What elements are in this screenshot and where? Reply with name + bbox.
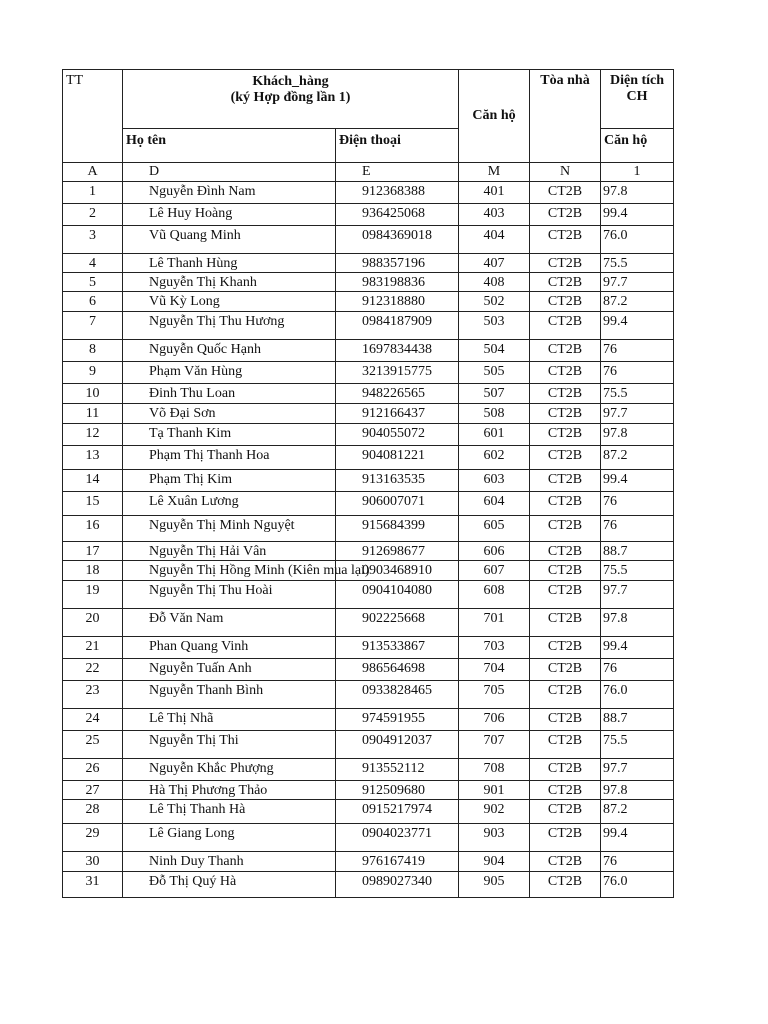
- customer-name: Nguyễn Quốc Hạnh: [123, 340, 336, 362]
- apartment-number: 604: [459, 492, 530, 516]
- table-row: [63, 273, 674, 292]
- customer-name: Lê Xuân Lương: [123, 492, 336, 516]
- table-row: [63, 446, 674, 470]
- table-row: [63, 226, 674, 254]
- customer-name: Nguyễn Thanh Bình: [123, 681, 336, 709]
- apartment-area: 76.0: [601, 681, 674, 709]
- table-row: [63, 824, 674, 852]
- customer-name: Võ Đại Sơn: [123, 404, 336, 424]
- header-khach-hang: [123, 70, 459, 129]
- building-name: CT2B: [530, 340, 601, 362]
- row-tt: 15: [63, 492, 123, 516]
- row-tt: 2: [63, 204, 123, 226]
- apartment-area: 75.5: [601, 561, 674, 581]
- header-khach-hang-subtitle: (ký Hợp đồng lần 1): [230, 90, 351, 105]
- customer-phone: 0984369018: [336, 226, 459, 254]
- building-name: CT2B: [530, 659, 601, 681]
- customer-phone: 974591955: [336, 709, 459, 731]
- table-row: [63, 424, 674, 446]
- building-name: CT2B: [530, 384, 601, 404]
- apartment-area: 75.5: [601, 384, 674, 404]
- customer-phone: 915684399: [336, 516, 459, 542]
- building-name: CT2B: [530, 824, 601, 852]
- customer-name: Đinh Thu Loan: [123, 384, 336, 404]
- apartment-number: 704: [459, 659, 530, 681]
- apartment-area: 88.7: [601, 709, 674, 731]
- row-tt: 9: [63, 362, 123, 384]
- apartment-number: 902: [459, 800, 530, 824]
- apartment-area: 97.8: [601, 609, 674, 637]
- apartment-number: 407: [459, 254, 530, 273]
- customer-phone: 0904023771: [336, 824, 459, 852]
- customer-phone: 913552112: [336, 759, 459, 781]
- table-row: [63, 561, 674, 581]
- apartment-area: 99.4: [601, 204, 674, 226]
- table-row: [63, 292, 674, 312]
- apartment-number: 508: [459, 404, 530, 424]
- customer-name: Đỗ Văn Nam: [123, 609, 336, 637]
- apartment-number: 707: [459, 731, 530, 759]
- customer-phone: 912698677: [336, 542, 459, 561]
- apartment-customer-table: [62, 69, 674, 898]
- customer-name: Nguyễn Thị Thu Hoài: [123, 581, 336, 609]
- apartment-number: 606: [459, 542, 530, 561]
- customer-phone: 913533867: [336, 637, 459, 659]
- building-name: CT2B: [530, 273, 601, 292]
- apartment-area: 99.4: [601, 470, 674, 492]
- row-tt: 17: [63, 542, 123, 561]
- building-name: CT2B: [530, 759, 601, 781]
- row-tt: 4: [63, 254, 123, 273]
- apartment-area: 97.8: [601, 424, 674, 446]
- row-tt: 14: [63, 470, 123, 492]
- row-tt: 23: [63, 681, 123, 709]
- building-name: CT2B: [530, 226, 601, 254]
- building-name: CT2B: [530, 516, 601, 542]
- apartment-area: 97.8: [601, 182, 674, 204]
- customer-name: Lê Huy Hoàng: [123, 204, 336, 226]
- customer-name: Vũ Quang Minh: [123, 226, 336, 254]
- customer-phone: 912368388: [336, 182, 459, 204]
- customer-name: Ninh Duy Thanh: [123, 852, 336, 872]
- customer-phone: 976167419: [336, 852, 459, 872]
- header-dien-tich: [601, 70, 674, 129]
- customer-name: Lê Thị Thanh Hà: [123, 800, 336, 824]
- table-row: [63, 659, 674, 681]
- customer-phone: 0984187909: [336, 312, 459, 340]
- apartment-area: 87.2: [601, 446, 674, 470]
- apartment-number: 403: [459, 204, 530, 226]
- letter-n: N: [530, 163, 601, 182]
- building-name: CT2B: [530, 800, 601, 824]
- table-row: [63, 182, 674, 204]
- customer-phone: 912166437: [336, 404, 459, 424]
- row-tt: 5: [63, 273, 123, 292]
- apartment-area: 76.0: [601, 872, 674, 898]
- apartment-number: 705: [459, 681, 530, 709]
- customer-name: Nguyễn Thị Hải Vân: [123, 542, 336, 561]
- building-name: CT2B: [530, 182, 601, 204]
- row-tt: 6: [63, 292, 123, 312]
- customer-name: Đỗ Thị Quý Hà: [123, 872, 336, 898]
- customer-phone: 986564698: [336, 659, 459, 681]
- table-row: [63, 204, 674, 226]
- apartment-number: 904: [459, 852, 530, 872]
- building-name: CT2B: [530, 731, 601, 759]
- apartment-number: 708: [459, 759, 530, 781]
- apartment-number: 505: [459, 362, 530, 384]
- customer-phone: 912509680: [336, 781, 459, 800]
- building-name: CT2B: [530, 312, 601, 340]
- row-tt: 31: [63, 872, 123, 898]
- row-tt: 1: [63, 182, 123, 204]
- apartment-area: 99.4: [601, 637, 674, 659]
- header-tt: TT: [63, 70, 123, 163]
- header-khach-hang-title: Khách_hàng: [252, 74, 329, 89]
- row-tt: 24: [63, 709, 123, 731]
- table-row: [63, 872, 674, 898]
- customer-phone: 1697834438: [336, 340, 459, 362]
- table-row: [63, 609, 674, 637]
- row-tt: 10: [63, 384, 123, 404]
- customer-name: Nguyễn Thị Khanh: [123, 273, 336, 292]
- header-toa-nha: Tòa nhà: [530, 70, 601, 163]
- table-row: [63, 800, 674, 824]
- building-name: CT2B: [530, 204, 601, 226]
- row-tt: 8: [63, 340, 123, 362]
- row-tt: 27: [63, 781, 123, 800]
- table-row: [63, 254, 674, 273]
- apartment-number: 706: [459, 709, 530, 731]
- apartment-area: 99.4: [601, 824, 674, 852]
- apartment-area: 88.7: [601, 542, 674, 561]
- letter-1: 1: [601, 163, 674, 182]
- apartment-area: 76: [601, 492, 674, 516]
- customer-name: Phan Quang Vinh: [123, 637, 336, 659]
- row-tt: 26: [63, 759, 123, 781]
- building-name: CT2B: [530, 681, 601, 709]
- apartment-area: 75.5: [601, 254, 674, 273]
- apartment-area: 87.2: [601, 800, 674, 824]
- customer-name: Tạ Thanh Kim: [123, 424, 336, 446]
- table-row: [63, 362, 674, 384]
- customer-name: Phạm Văn Hùng: [123, 362, 336, 384]
- apartment-number: 903: [459, 824, 530, 852]
- customer-name: Lê Thị Nhã: [123, 709, 336, 731]
- apartment-area: 76.0: [601, 226, 674, 254]
- row-tt: 12: [63, 424, 123, 446]
- apartment-number: 404: [459, 226, 530, 254]
- apartment-number: 607: [459, 561, 530, 581]
- customer-phone: 936425068: [336, 204, 459, 226]
- customer-name: Nguyễn Khắc Phượng: [123, 759, 336, 781]
- building-name: CT2B: [530, 609, 601, 637]
- apartment-number: 905: [459, 872, 530, 898]
- table-row: [63, 681, 674, 709]
- apartment-number: 502: [459, 292, 530, 312]
- customer-name: Lê Thanh Hùng: [123, 254, 336, 273]
- table-body: [63, 182, 674, 898]
- header-dien-tich-line1: Diện tích: [609, 73, 665, 88]
- header-ho-ten: Họ tên: [123, 129, 336, 163]
- table-row: [63, 852, 674, 872]
- apartment-area: 76: [601, 659, 674, 681]
- apartment-number: 507: [459, 384, 530, 404]
- building-name: CT2B: [530, 637, 601, 659]
- apartment-area: 87.2: [601, 292, 674, 312]
- row-tt: 21: [63, 637, 123, 659]
- row-tt: 29: [63, 824, 123, 852]
- customer-phone: 0904104080: [336, 581, 459, 609]
- customer-name: Nguyễn Thị Hồng Minh (Kiên mua lại): [123, 561, 336, 581]
- customer-phone: 904055072: [336, 424, 459, 446]
- building-name: CT2B: [530, 781, 601, 800]
- customer-phone: 0933828465: [336, 681, 459, 709]
- row-tt: 7: [63, 312, 123, 340]
- apartment-area: 76: [601, 340, 674, 362]
- customer-name: Phạm Thị Kim: [123, 470, 336, 492]
- table-row: [63, 492, 674, 516]
- customer-name: Phạm Thị Thanh Hoa: [123, 446, 336, 470]
- row-tt: 20: [63, 609, 123, 637]
- apartment-number: 605: [459, 516, 530, 542]
- apartment-area: 76: [601, 516, 674, 542]
- customer-phone: 904081221: [336, 446, 459, 470]
- building-name: CT2B: [530, 254, 601, 273]
- apartment-number: 601: [459, 424, 530, 446]
- customer-phone: 948226565: [336, 384, 459, 404]
- customer-name: Nguyễn Thị Thi: [123, 731, 336, 759]
- customer-phone: 913163535: [336, 470, 459, 492]
- letter-a: A: [63, 163, 123, 182]
- customer-name: Nguyễn Đình Nam: [123, 182, 336, 204]
- apartment-number: 901: [459, 781, 530, 800]
- customer-name: Nguyễn Thị Thu Hương: [123, 312, 336, 340]
- row-tt: 3: [63, 226, 123, 254]
- apartment-area: 97.7: [601, 404, 674, 424]
- customer-name: Vũ Kỳ Long: [123, 292, 336, 312]
- letter-d: D: [123, 163, 336, 182]
- apartment-number: 602: [459, 446, 530, 470]
- table-row: [63, 759, 674, 781]
- apartment-area: 76: [601, 852, 674, 872]
- apartment-area: 97.7: [601, 581, 674, 609]
- table-row: [63, 404, 674, 424]
- customer-phone: 0903468910: [336, 561, 459, 581]
- header-row-top: [63, 70, 674, 129]
- column-letter-row: [63, 163, 674, 182]
- apartment-number: 503: [459, 312, 530, 340]
- building-name: CT2B: [530, 872, 601, 898]
- building-name: CT2B: [530, 581, 601, 609]
- table-row: [63, 384, 674, 404]
- apartment-number: 703: [459, 637, 530, 659]
- building-name: CT2B: [530, 542, 601, 561]
- customer-phone: 906007071: [336, 492, 459, 516]
- table-row: [63, 542, 674, 561]
- apartment-area: 97.7: [601, 759, 674, 781]
- apartment-area: 76: [601, 362, 674, 384]
- table-row: [63, 731, 674, 759]
- table-row: [63, 340, 674, 362]
- row-tt: 30: [63, 852, 123, 872]
- customer-name: Lê Giang Long: [123, 824, 336, 852]
- building-name: CT2B: [530, 362, 601, 384]
- apartment-number: 408: [459, 273, 530, 292]
- table-row: [63, 312, 674, 340]
- customer-phone: 983198836: [336, 273, 459, 292]
- row-tt: 19: [63, 581, 123, 609]
- apartment-area: 97.8: [601, 781, 674, 800]
- row-tt: 18: [63, 561, 123, 581]
- customer-name: Nguyễn Tuấn Anh: [123, 659, 336, 681]
- row-tt: 16: [63, 516, 123, 542]
- customer-phone: 0904912037: [336, 731, 459, 759]
- customer-name: Nguyễn Thị Minh Nguyệt: [123, 516, 336, 542]
- row-tt: 28: [63, 800, 123, 824]
- customer-phone: 902225668: [336, 609, 459, 637]
- customer-phone: 0989027340: [336, 872, 459, 898]
- apartment-area: 97.7: [601, 273, 674, 292]
- header-can-ho: Căn hộ: [459, 70, 530, 163]
- table-row: [63, 709, 674, 731]
- customer-phone: 3213915775: [336, 362, 459, 384]
- table-row: [63, 470, 674, 492]
- apartment-area: 75.5: [601, 731, 674, 759]
- building-name: CT2B: [530, 561, 601, 581]
- building-name: CT2B: [530, 292, 601, 312]
- apartment-area: 99.4: [601, 312, 674, 340]
- building-name: CT2B: [530, 470, 601, 492]
- table-row: [63, 516, 674, 542]
- row-tt: 25: [63, 731, 123, 759]
- header-can-ho-sub: Căn hộ: [601, 129, 674, 163]
- building-name: CT2B: [530, 424, 601, 446]
- header-dien-thoai: Điện thoại: [336, 129, 459, 163]
- apartment-number: 401: [459, 182, 530, 204]
- table-row: [63, 581, 674, 609]
- letter-m: M: [459, 163, 530, 182]
- row-tt: 13: [63, 446, 123, 470]
- apartment-number: 608: [459, 581, 530, 609]
- table-row: [63, 781, 674, 800]
- row-tt: 11: [63, 404, 123, 424]
- building-name: CT2B: [530, 852, 601, 872]
- customer-phone: 988357196: [336, 254, 459, 273]
- customer-name: Hà Thị Phương Thảo: [123, 781, 336, 800]
- header-dien-tich-line2: CH: [626, 89, 648, 104]
- building-name: CT2B: [530, 492, 601, 516]
- building-name: CT2B: [530, 709, 601, 731]
- apartment-number: 603: [459, 470, 530, 492]
- apartment-number: 504: [459, 340, 530, 362]
- table-row: [63, 637, 674, 659]
- letter-e: E: [336, 163, 459, 182]
- row-tt: 22: [63, 659, 123, 681]
- customer-phone: 912318880: [336, 292, 459, 312]
- building-name: CT2B: [530, 446, 601, 470]
- building-name: CT2B: [530, 404, 601, 424]
- customer-phone: 0915217974: [336, 800, 459, 824]
- apartment-number: 701: [459, 609, 530, 637]
